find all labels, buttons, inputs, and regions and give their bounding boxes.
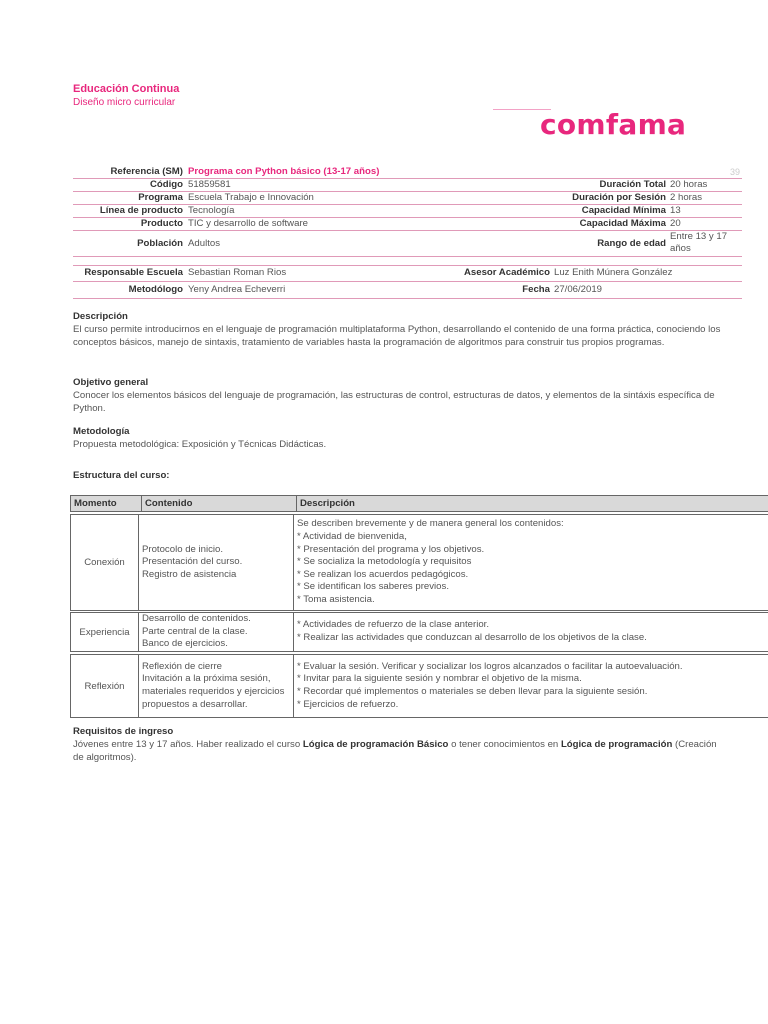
requisitos-course-name: Lógica de programación Básico	[302, 739, 449, 750]
requisitos-heading: Requisitos de ingreso	[73, 726, 174, 737]
course-metadata	[73, 166, 742, 257]
duracion-total-label: Duración Total	[599, 179, 666, 190]
linea-label: Línea de producto	[99, 205, 183, 216]
descripcion-line: * Toma asistencia.	[297, 593, 375, 605]
estructura-section	[73, 469, 743, 482]
duracion-total-value: 20 horas	[670, 179, 708, 190]
contenido-line: Protocolo de inicio.	[142, 543, 224, 555]
descripcion-line: Se describen brevemente y de manera general los contenidos:	[297, 518, 564, 530]
table-header	[70, 495, 768, 512]
metodologia-text: Propuesta metodológica: Exposición y Técnicas Didácticas.	[73, 439, 327, 450]
brand-title: Educación Continua	[73, 83, 180, 95]
responsable-value: Sebastian Roman Rios	[188, 267, 287, 278]
descripcion-line: * Se identifican los saberes previos.	[297, 581, 449, 593]
descripcion-line: * Actividades de refuerzo de la clase anterior.	[297, 619, 489, 631]
meta-row-responsable	[73, 265, 742, 282]
rango-edad-value-line1: Entre 13 y 17	[670, 231, 728, 242]
column-header-momento: Momento	[71, 496, 142, 511]
contenido-line: materiales requeridos y ejercicios	[142, 686, 285, 697]
descripcion-line: * Evaluar la sesión. Verificar y socializar los logros alcanzados o facilitar la autoevaluación.	[297, 660, 683, 672]
responsable-label: Responsable Escuela	[84, 267, 183, 278]
meta-row-metodologo	[73, 282, 742, 299]
descripcion-line: * Recordar qué implementos o materiales se deben llevar para la siguiente sesión.	[297, 686, 648, 697]
column-header-contenido: Contenido	[142, 496, 297, 511]
contenido-line: Parte central de la clase.	[142, 625, 248, 637]
estructura-heading: Estructura del curso:	[73, 470, 170, 481]
fecha-label: Fecha	[522, 284, 550, 295]
contenido-cell	[139, 515, 294, 610]
meta-row-programa	[73, 192, 742, 205]
rango-edad-value-line2: años	[670, 243, 691, 254]
contenido-cell	[139, 655, 294, 717]
objetivo-line-2: Python.	[73, 403, 106, 414]
codigo-label: Código	[149, 179, 183, 190]
referencia-label: Referencia (SM)	[110, 166, 183, 177]
linea-value: Tecnología	[188, 205, 235, 216]
descripcion-section	[73, 310, 743, 349]
course-structure-table	[70, 495, 768, 718]
descripcion-line: * Invitar para la siguiente sesión y nombrar el objetivo de la misma.	[297, 673, 582, 685]
programa-label: Programa	[138, 192, 183, 203]
objetivo-section	[73, 376, 743, 415]
requisitos-line-1	[73, 738, 743, 751]
descripcion-line: * Se realizan los acuerdos pedagógicos.	[297, 568, 469, 580]
descripcion-cell	[294, 613, 768, 651]
descripcion-line: * Actividad de bienvenida,	[297, 531, 407, 543]
contenido-line: Invitación a la próxima sesión,	[142, 673, 271, 685]
codigo-value: 51859581	[188, 179, 231, 190]
asesor-value: Luz Enith Múnera González	[554, 267, 673, 278]
requisitos-section	[73, 725, 743, 764]
referencia-value: Programa con Python básico (13-17 años)	[188, 166, 380, 177]
meta-row-codigo	[73, 179, 742, 192]
table-row	[70, 654, 768, 718]
capacidad-maxima-value: 20	[670, 218, 681, 229]
column-header-descripcion: Descripción	[300, 498, 355, 509]
contenido-line: Presentación del curso.	[142, 556, 243, 568]
capacidad-minima-value: 13	[670, 205, 681, 216]
objetivo-heading: Objetivo general	[73, 377, 149, 388]
metodologo-label: Metodólogo	[128, 284, 183, 295]
asesor-label: Asesor Académico	[463, 267, 550, 278]
capacidad-maxima-label: Capacidad Máxima	[579, 218, 666, 229]
page-number: 39	[729, 167, 740, 177]
descripcion-line: * Se socializa la metodología y requisitos	[297, 556, 472, 568]
contenido-line: propuestos a desarrollar.	[142, 698, 248, 710]
momento-cell: Experiencia	[71, 613, 139, 651]
meta-row-poblacion	[73, 231, 742, 257]
staff-metadata	[73, 265, 742, 299]
poblacion-label: Población	[137, 238, 183, 249]
poblacion-value: Adultos	[188, 238, 220, 249]
descripcion-cell	[294, 655, 768, 717]
producto-value: TIC y desarrollo de software	[188, 218, 308, 229]
descripcion-line: * Realizar las actividades que conduzcan al desarrollo de los objetivos de la clase.	[297, 632, 647, 643]
comfama-logo: comfama	[540, 108, 687, 141]
metodologo-value: Yeny Andrea Echeverri	[188, 284, 286, 295]
descripcion-heading: Descripción	[73, 311, 128, 322]
header-brand	[73, 82, 179, 109]
metodologia-heading: Metodología	[73, 426, 130, 437]
momento-cell: Reflexión	[71, 655, 139, 717]
requisitos-text-3: (Creación	[672, 739, 717, 750]
descripcion-cell	[294, 515, 768, 610]
contenido-line: Reflexión de cierre	[142, 660, 222, 672]
descripcion-line: * Presentación del programa y los objetivos.	[297, 543, 485, 555]
duracion-sesion-value: 2 horas	[670, 192, 702, 203]
duracion-sesion-label: Duración por Sesión	[572, 192, 666, 203]
rango-edad-label: Rango de edad	[597, 238, 666, 249]
brand-subtitle: Diseño micro curricular	[73, 97, 176, 108]
contenido-line: Banco de ejercicios.	[142, 638, 228, 650]
requisitos-topic-name: Lógica de programación	[560, 739, 673, 750]
requisitos-line-2: de algoritmos).	[73, 752, 137, 763]
meta-row-linea	[73, 205, 742, 218]
meta-row-producto	[73, 218, 742, 231]
table-row	[70, 612, 768, 652]
descripcion-line: * Ejercicios de refuerzo.	[297, 698, 399, 710]
programa-value: Escuela Trabajo e Innovación	[188, 192, 314, 203]
requisitos-text-2: o tener conocimientos en	[448, 739, 561, 750]
objetivo-line-1: Conocer los elementos básicos del lenguaje de programación, las estructuras de control, estructuras de datos, y elementos de la sintáxis específica de	[73, 390, 715, 401]
metodologia-section	[73, 425, 743, 451]
meta-row-referencia	[73, 166, 742, 179]
descripcion-line-1: El curso permite introducirnos en el lenguaje de programación multiplataforma Python, desarrollando el contenido de una forma práctica, conociendo los	[73, 324, 721, 335]
momento-cell: Conexión	[71, 515, 139, 610]
producto-label: Producto	[140, 218, 183, 229]
fecha-value: 27/06/2019	[554, 284, 603, 295]
capacidad-minima-label: Capacidad Mínima	[581, 205, 666, 216]
requisitos-text-1: Jóvenes entre 13 y 17 años. Haber realizado el curso	[73, 739, 303, 750]
contenido-line: Desarrollo de contenidos.	[142, 613, 251, 625]
descripcion-line-2: conceptos básicos, manejo de sintaxis, tratamiento de variables hasta la programación de algoritmos para construir tus propios programas.	[73, 337, 665, 348]
table-row	[70, 514, 768, 611]
contenido-line: Registro de asistencia	[142, 568, 237, 580]
contenido-cell	[139, 613, 294, 651]
